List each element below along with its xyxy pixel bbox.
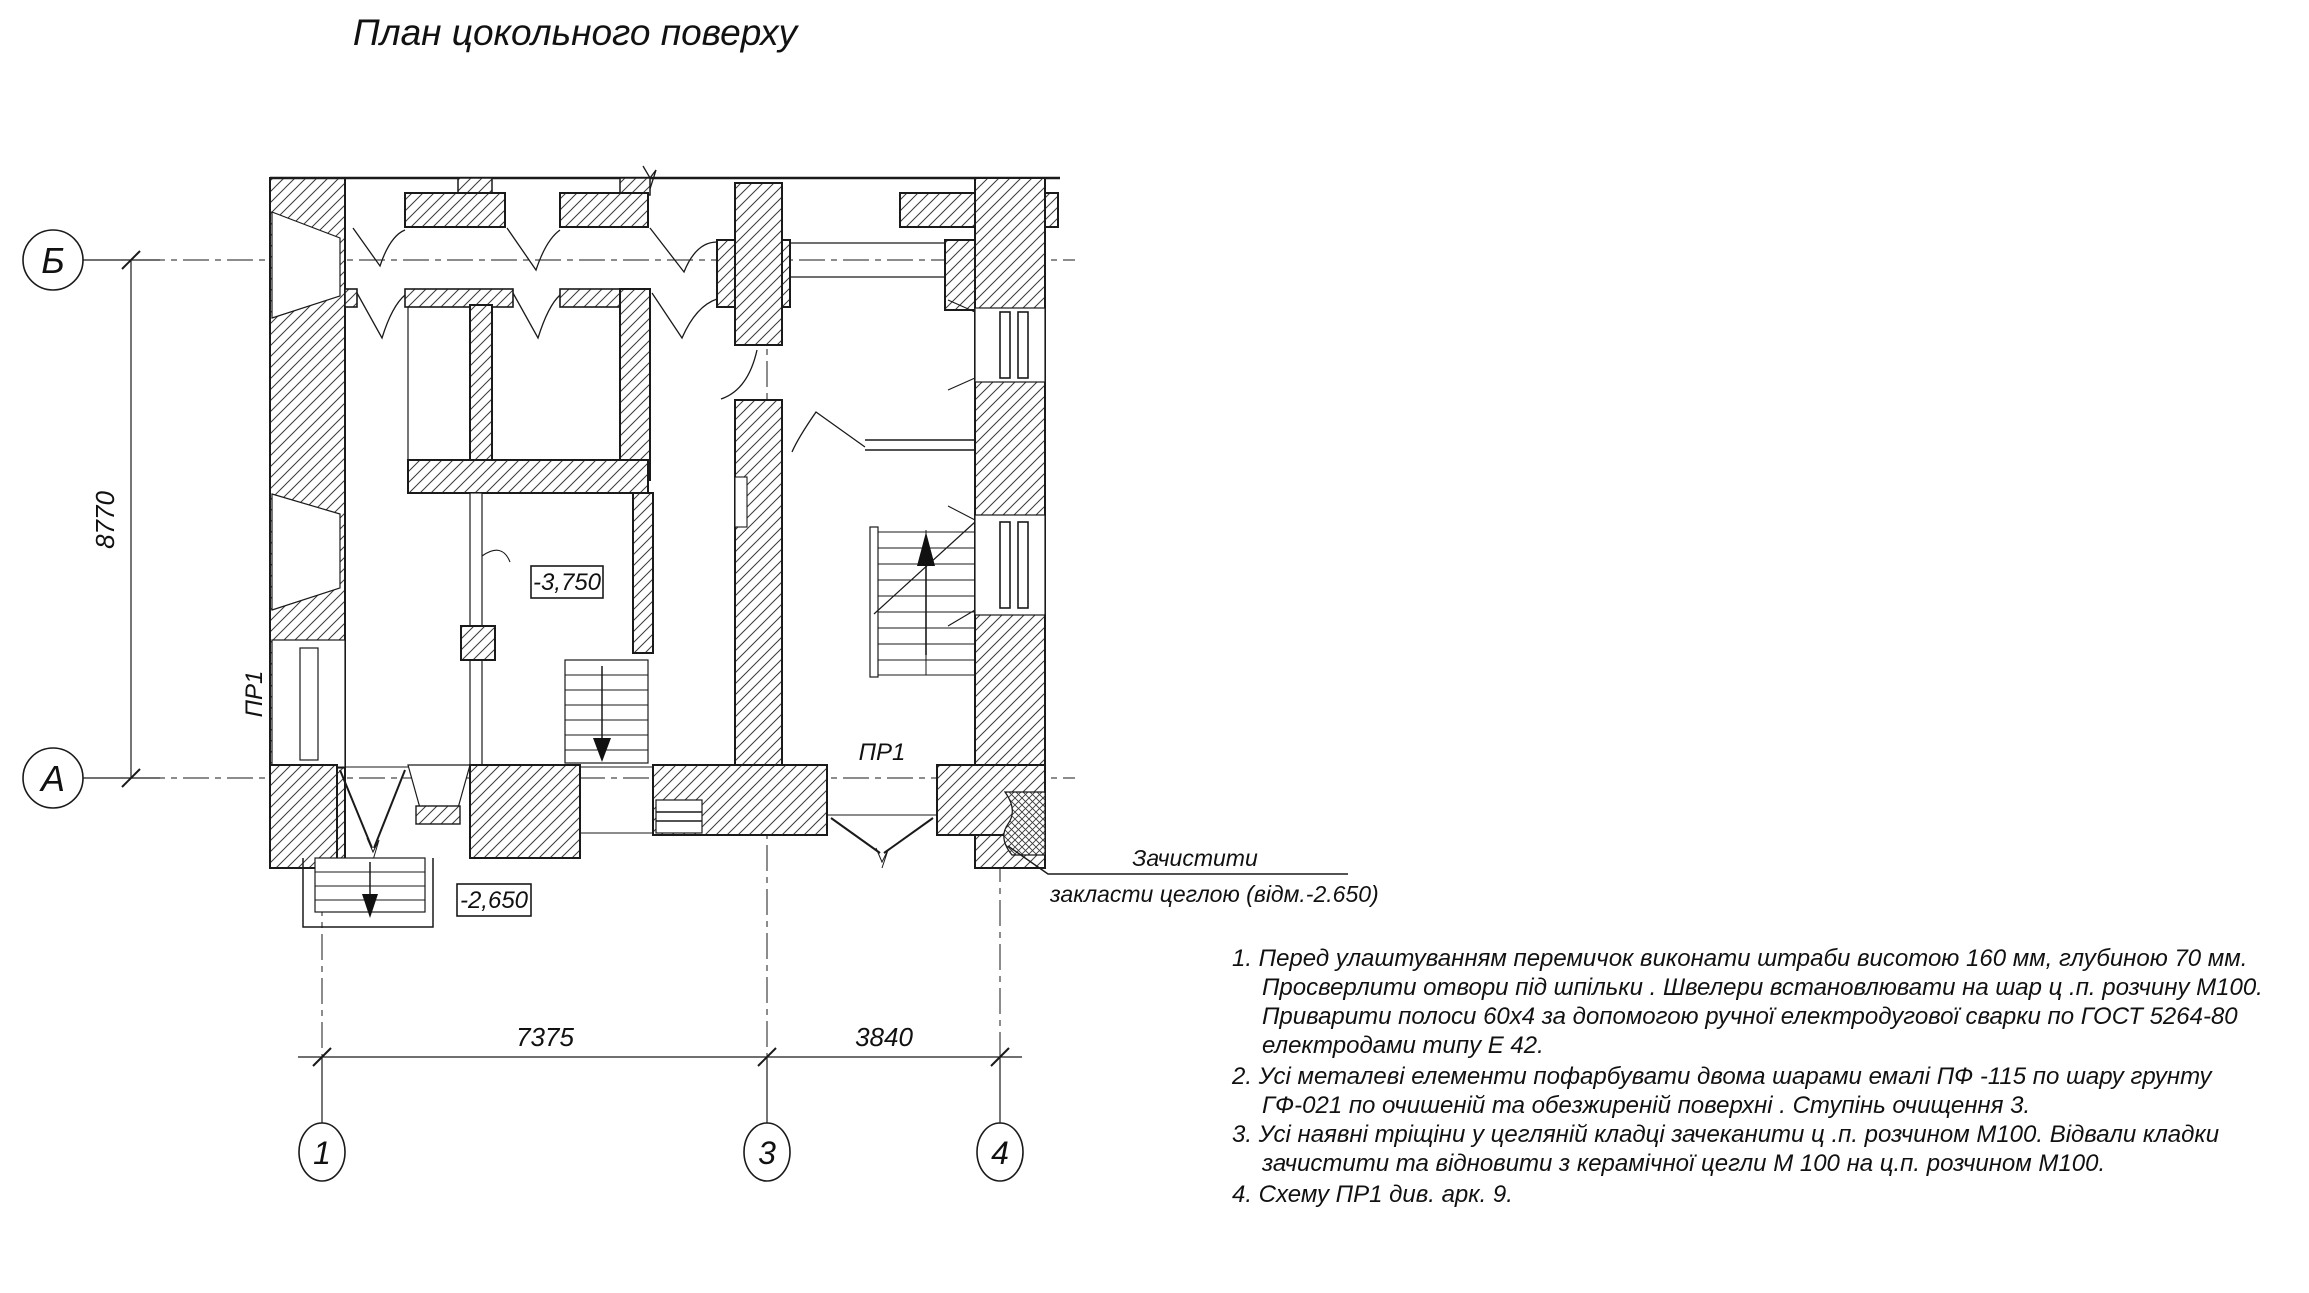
note-line: 4. Схему ПР1 див. арк. 9.: [1232, 1181, 1513, 1208]
door-swing: [652, 293, 717, 338]
right-section: [790, 240, 975, 452]
door-swing: [721, 350, 757, 399]
axis-label-4: 4: [991, 1135, 1009, 1171]
masonry-block: [470, 765, 580, 858]
note-line: Просверлити отвори під шпільки . Швелери встановлювати на шар ц .п. розчину М100.: [1262, 974, 2263, 1001]
door-swing: [792, 412, 865, 452]
elevation-value-upper: -3,750: [532, 569, 602, 596]
window-frame: [1018, 312, 1028, 378]
central-wall: [735, 400, 782, 765]
pr1-label-left: ПР1: [241, 670, 268, 718]
window-frame: [1000, 522, 1010, 608]
door-swing: [650, 228, 717, 272]
note-line: 3. Усі наявні тріщіни у цегляній кладці зачеканити ц .п. розчином М100. Відвали кладки: [1232, 1121, 2220, 1148]
axis-label-a: А: [40, 758, 66, 799]
entrance-porch-stair: [303, 858, 433, 927]
dimension-3840: 3840: [855, 1022, 913, 1052]
note-line: ГФ-021 по очишеній та обезжиреній поверхні . Ступінь очищення 3.: [1262, 1092, 2031, 1119]
door-swings-top: [353, 228, 717, 272]
callout-line1: Зачистити: [1132, 845, 1258, 871]
general-notes: [1231, 945, 2263, 1208]
storeroom-walls: [408, 289, 717, 493]
note-line: Приварити полоси 60х4 за допомогою ручної електродугової сварки по ГОСТ 5264-80: [1262, 1003, 2238, 1030]
double-door-right: [827, 815, 937, 868]
axis-label-b: Б: [41, 240, 65, 281]
note-line: 1. Перед улаштуванням перемичок виконати штраби висотою 160 мм, глубиною 70 мм.: [1232, 945, 2248, 972]
column: [461, 626, 495, 660]
entrance-double-door: [337, 767, 408, 860]
wall-niche: [735, 477, 747, 527]
axis-grid-lines: [95, 185, 1075, 1122]
pr1-label-right: ПР1: [858, 739, 906, 766]
bottom-window-2: [656, 800, 702, 833]
door-leaf: [300, 648, 318, 760]
callout-line2: закласти цеглою (відм.-2.650): [1050, 881, 1379, 907]
note-line: 2. Усі металеві елементи пофарбувати двома шарами емалі ПФ -115 по шару грунту: [1232, 1063, 2212, 1090]
axis-label-3: 3: [758, 1135, 776, 1171]
dimension-7375: 7375: [516, 1022, 574, 1052]
door-swing: [513, 293, 560, 338]
page-title: План цокольного поверху: [352, 12, 798, 53]
stair-interior-down: [565, 660, 648, 763]
note-line: електродами типу Е 42.: [1262, 1032, 1544, 1059]
door-swing: [482, 550, 510, 562]
dimension-bottom: [298, 1048, 1022, 1066]
central-pier: [717, 183, 790, 399]
repair-patch-area: [1004, 792, 1045, 855]
bottom-window: [408, 765, 470, 824]
window-frame: [1018, 522, 1028, 608]
dimension-8770: 8770: [90, 491, 120, 549]
door-swing: [507, 228, 560, 270]
door-swing: [357, 293, 405, 338]
dimension-left: [122, 251, 140, 787]
axis-label-1: 1: [313, 1135, 331, 1171]
note-line: зачистити та відновити з керамічної цегли М 100 на ц.п. розчином М100.: [1262, 1150, 2106, 1177]
stair-interior-up: [870, 522, 975, 677]
bottom-exterior-wall: [270, 765, 1045, 868]
stair-direction-arrow: [917, 532, 935, 566]
elevation-value-lower: -2,650: [459, 887, 529, 914]
top-exterior-wall: [270, 166, 1060, 195]
stair-break-line: [874, 522, 975, 614]
top-lintel-beams: [405, 193, 1058, 227]
window-frame: [1000, 312, 1010, 378]
